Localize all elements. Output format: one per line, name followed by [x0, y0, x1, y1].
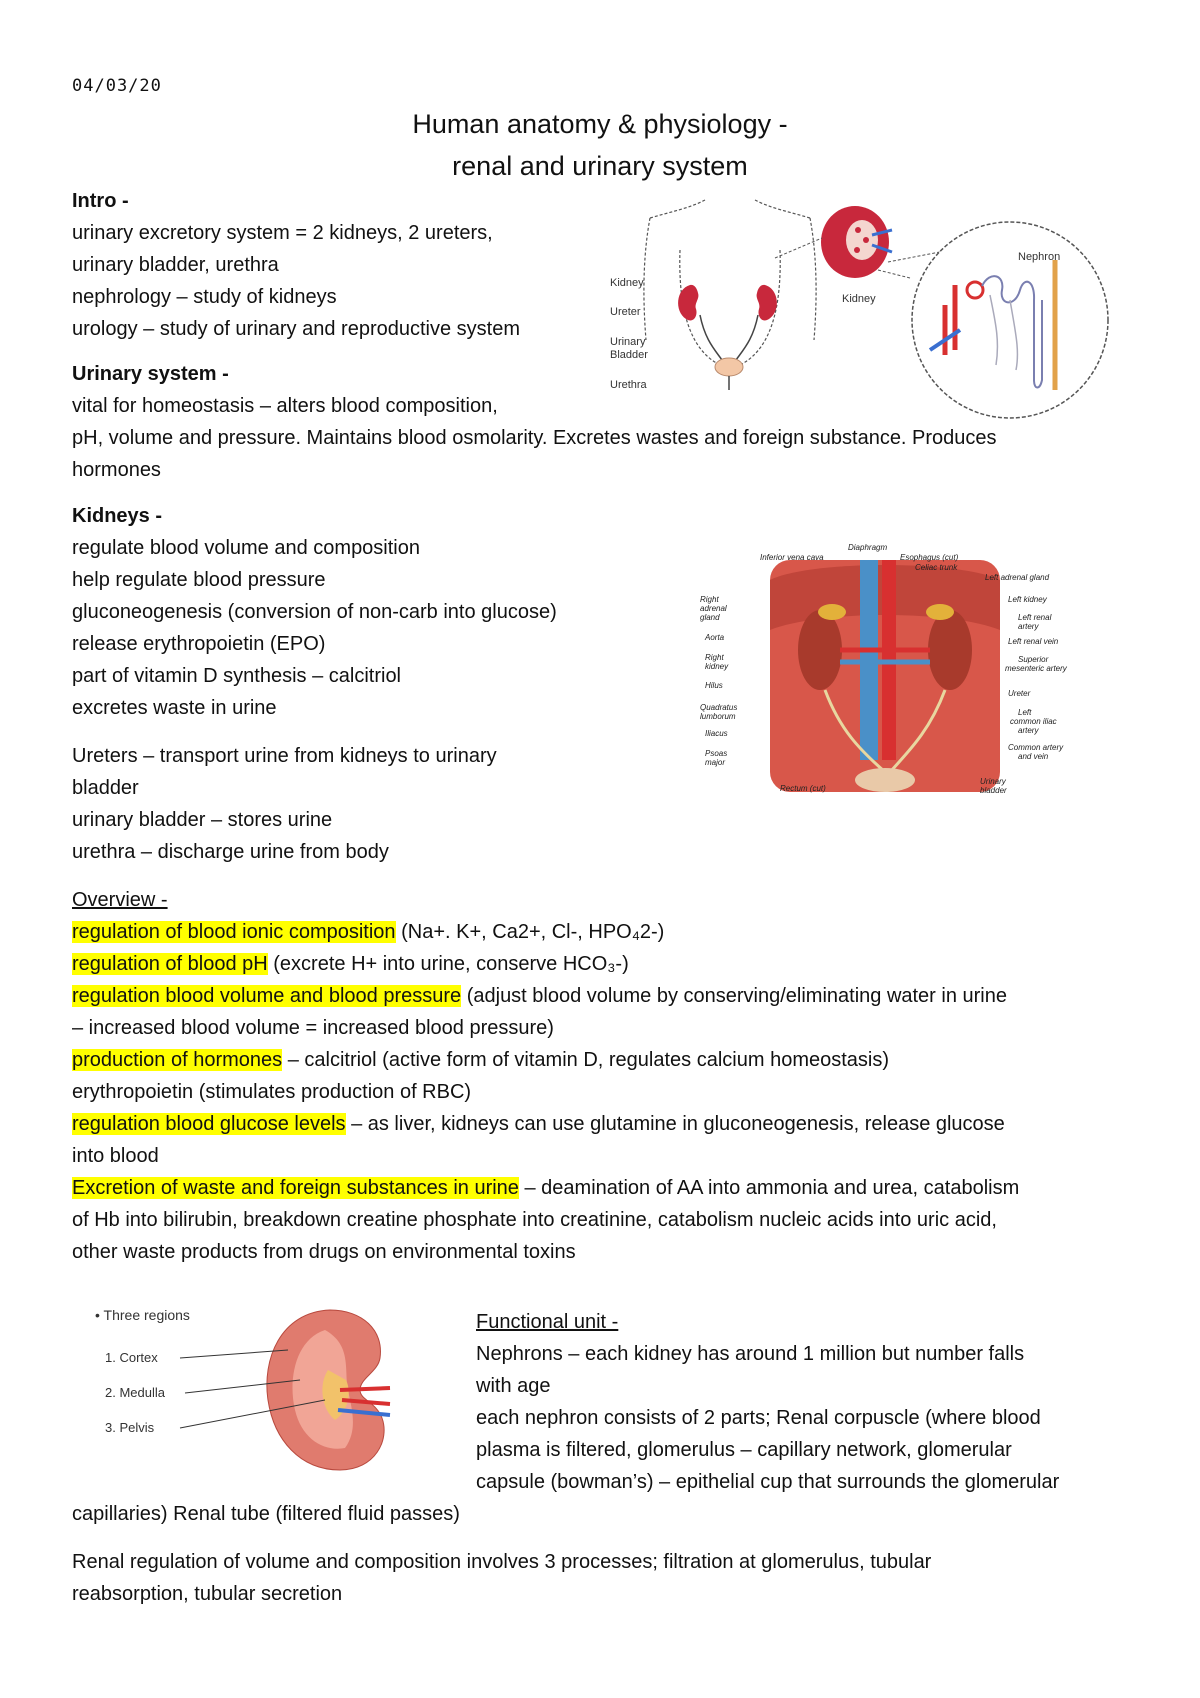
figure-label: Ureter	[610, 306, 641, 318]
figure-label: Left kidney	[1008, 595, 1047, 604]
figure-label: Common artery	[1008, 743, 1064, 752]
figure-label: Aorta	[705, 633, 725, 642]
figure-label: Superior	[1018, 655, 1049, 664]
figure-label: Esophagus (cut)	[900, 553, 959, 562]
figure-label: artery	[1018, 622, 1039, 631]
highlight: regulation blood volume and blood pressure	[72, 985, 462, 1007]
region-label: 3. Pelvis	[105, 1420, 155, 1435]
figure-label: artery	[1018, 726, 1039, 735]
region-label: 1. Cortex	[105, 1350, 158, 1365]
left-kidney-shape	[928, 610, 972, 690]
figure-label: Left	[1018, 708, 1032, 717]
figure-label: major	[705, 758, 726, 767]
overview-line: of Hb into bilirubin, breakdown creatine phosphate into creatinine, catabolism nucleic acids into uric acid,	[72, 1209, 997, 1231]
kidneys-heading: Kidneys -	[72, 505, 163, 527]
figure-label: Left adrenal gland	[985, 573, 1050, 582]
highlight: regulation of blood pH	[72, 953, 268, 975]
figure-label: lumborum	[700, 712, 736, 721]
vena-cava-shape	[860, 560, 878, 760]
overview-line: into blood	[72, 1145, 159, 1167]
figure-label: Urinary	[610, 336, 646, 348]
body-outline	[644, 200, 816, 365]
overview-line: Excretion of waste and foreign substances in urine – deamination of AA into ammonia and urea, catabolism	[72, 1177, 1020, 1199]
functional-unit-line: plasma is filtered, glomerulus – capillary network, glomerular	[476, 1439, 1012, 1461]
figure-label: Nephron	[1018, 251, 1061, 263]
intro-line: nephrology – study of kidneys	[72, 286, 337, 308]
overview-line: production of hormones – calcitriol (active form of vitamin D, regulates calcium homeostasis)	[72, 1049, 890, 1071]
overview-line: regulation of blood pH (excrete H+ into urine, conserve HCO₃-)	[72, 953, 629, 975]
functional-unit-line: capsule (bowman’s) – epithelial cup that surrounds the glomerular	[476, 1471, 1060, 1493]
right-kidney-shape	[798, 610, 842, 690]
overview-line: regulation blood glucose levels – as liver, kidneys can use glutamine in gluconeogenesis, release glucose	[72, 1113, 1005, 1135]
highlight: Excretion of waste and foreign substances in urine	[72, 1177, 519, 1199]
renal-regulation-line: reabsorption, tubular secretion	[72, 1583, 343, 1605]
organs-line: bladder	[72, 777, 139, 799]
overview-line: regulation blood volume and blood pressure (adjust blood volume by conserving/eliminating water in urine	[72, 985, 1007, 1007]
highlight: regulation of blood ionic composition	[72, 921, 396, 943]
highlight: production of hormones	[72, 1049, 283, 1071]
urinary-system-figure	[610, 190, 1130, 430]
kidneys-line: release erythropoietin (EPO)	[72, 633, 326, 655]
organs-line: urinary bladder – stores urine	[72, 809, 333, 831]
urinary-system-heading: Urinary system -	[72, 363, 229, 385]
figure-label: adrenal	[700, 604, 727, 613]
functional-unit-line: each nephron consists of 2 parts; Renal corpuscle (where blood	[476, 1407, 1041, 1429]
abdominal-anatomy-figure	[700, 540, 1140, 800]
functional-unit-line: with age	[476, 1375, 551, 1397]
urinary-system-line: vital for homeostasis – alters blood composition,	[72, 395, 498, 417]
figure-label: Left renal	[1018, 613, 1052, 622]
figure-label: Psoas	[705, 749, 728, 758]
figure-caption: • Three regions	[95, 1307, 190, 1323]
highlight: regulation blood glucose levels	[72, 1113, 346, 1135]
figure-label: and vein	[1018, 752, 1049, 761]
figure-label: common iliac	[1010, 717, 1057, 726]
overview-heading: Overview -	[72, 889, 168, 911]
kidneys-line: excretes waste in urine	[72, 697, 277, 719]
overview-line: regulation of blood ionic composition (Na+. K+, Ca2+, Cl-, HPO₄2-)	[72, 921, 665, 943]
figure-label: Hilus	[705, 681, 723, 690]
page-title-line2: renal and urinary system	[452, 151, 748, 181]
intro-line: urinary bladder, urethra	[72, 254, 279, 276]
region-label: 2. Medulla	[105, 1385, 165, 1400]
figure-label: Quadratus	[700, 703, 738, 712]
figure-label: Urinary	[980, 777, 1006, 786]
kidneys-line: gluconeogenesis (conversion of non-carb into glucose)	[72, 601, 557, 623]
nephron-callout-circle	[912, 222, 1108, 418]
overview-line: – increased blood volume = increased blood pressure)	[72, 1017, 554, 1039]
kidneys-line: part of vitamin D synthesis – calcitriol	[72, 665, 402, 687]
figure-label: Left renal vein	[1008, 637, 1059, 646]
page-title-line1: Human anatomy & physiology -	[412, 109, 788, 139]
organs-line: urethra – discharge urine from body	[72, 841, 389, 863]
figure-label: Right	[700, 595, 719, 604]
figure-label: Urethra	[610, 379, 647, 391]
figure-label: Kidney	[842, 293, 876, 305]
intro-line: urinary excretory system = 2 kidneys, 2 ureters,	[72, 222, 493, 244]
intro-line: urology – study of urinary and reproductive system	[72, 318, 520, 340]
bladder-shape	[855, 768, 915, 792]
functional-unit-heading: Functional unit -	[476, 1311, 619, 1333]
kidneys-line: help regulate blood pressure	[72, 569, 326, 591]
left-adrenal-shape	[926, 604, 954, 620]
figure-label: mesenteric artery	[1005, 664, 1067, 673]
kidney-cross-section	[821, 206, 892, 278]
kidney-regions-figure	[90, 1300, 430, 1480]
bladder-shape	[715, 358, 743, 376]
urinary-system-line: pH, volume and pressure. Maintains blood osmolarity. Excretes wastes and foreign substance. Produces	[72, 427, 997, 449]
functional-unit-line: capillaries) Renal tube (filtered fluid passes)	[72, 1503, 460, 1525]
intro-heading: Intro -	[72, 190, 129, 212]
renal-regulation-line: Renal regulation of volume and composition involves 3 processes; filtration at glomerulus, tubular	[72, 1551, 932, 1573]
kidneys-line: regulate blood volume and composition	[72, 537, 420, 559]
figure-label: Inferior vena cava	[760, 553, 824, 562]
figure-label: Rectum (cut)	[780, 784, 826, 793]
overview-line: erythropoietin (stimulates production of RBC)	[72, 1081, 472, 1103]
figure-label: bladder	[980, 786, 1007, 795]
organs-line: Ureters – transport urine from kidneys to urinary	[72, 745, 497, 767]
urinary-system-line: hormones	[72, 459, 161, 481]
figure-label: Diaphragm	[848, 543, 888, 552]
figure-label: Bladder	[610, 349, 648, 361]
figure-label: Kidney	[610, 277, 644, 289]
figure-label: kidney	[705, 662, 729, 671]
right-adrenal-shape	[818, 604, 846, 620]
figure-label: Right	[705, 653, 724, 662]
ureter-lines	[700, 315, 758, 360]
figure-label: Iliacus	[705, 729, 728, 738]
left-kidney-shape	[757, 285, 777, 321]
document-date: 04/03/20	[72, 76, 162, 96]
functional-unit-line: Nephrons – each kidney has around 1 million but number falls	[476, 1343, 1025, 1365]
figure-label: gland	[700, 613, 720, 622]
figure-label: Ureter	[1008, 689, 1031, 698]
overview-line: other waste products from drugs on environmental toxins	[72, 1241, 576, 1263]
figure-label: Celiac trunk	[915, 563, 958, 572]
